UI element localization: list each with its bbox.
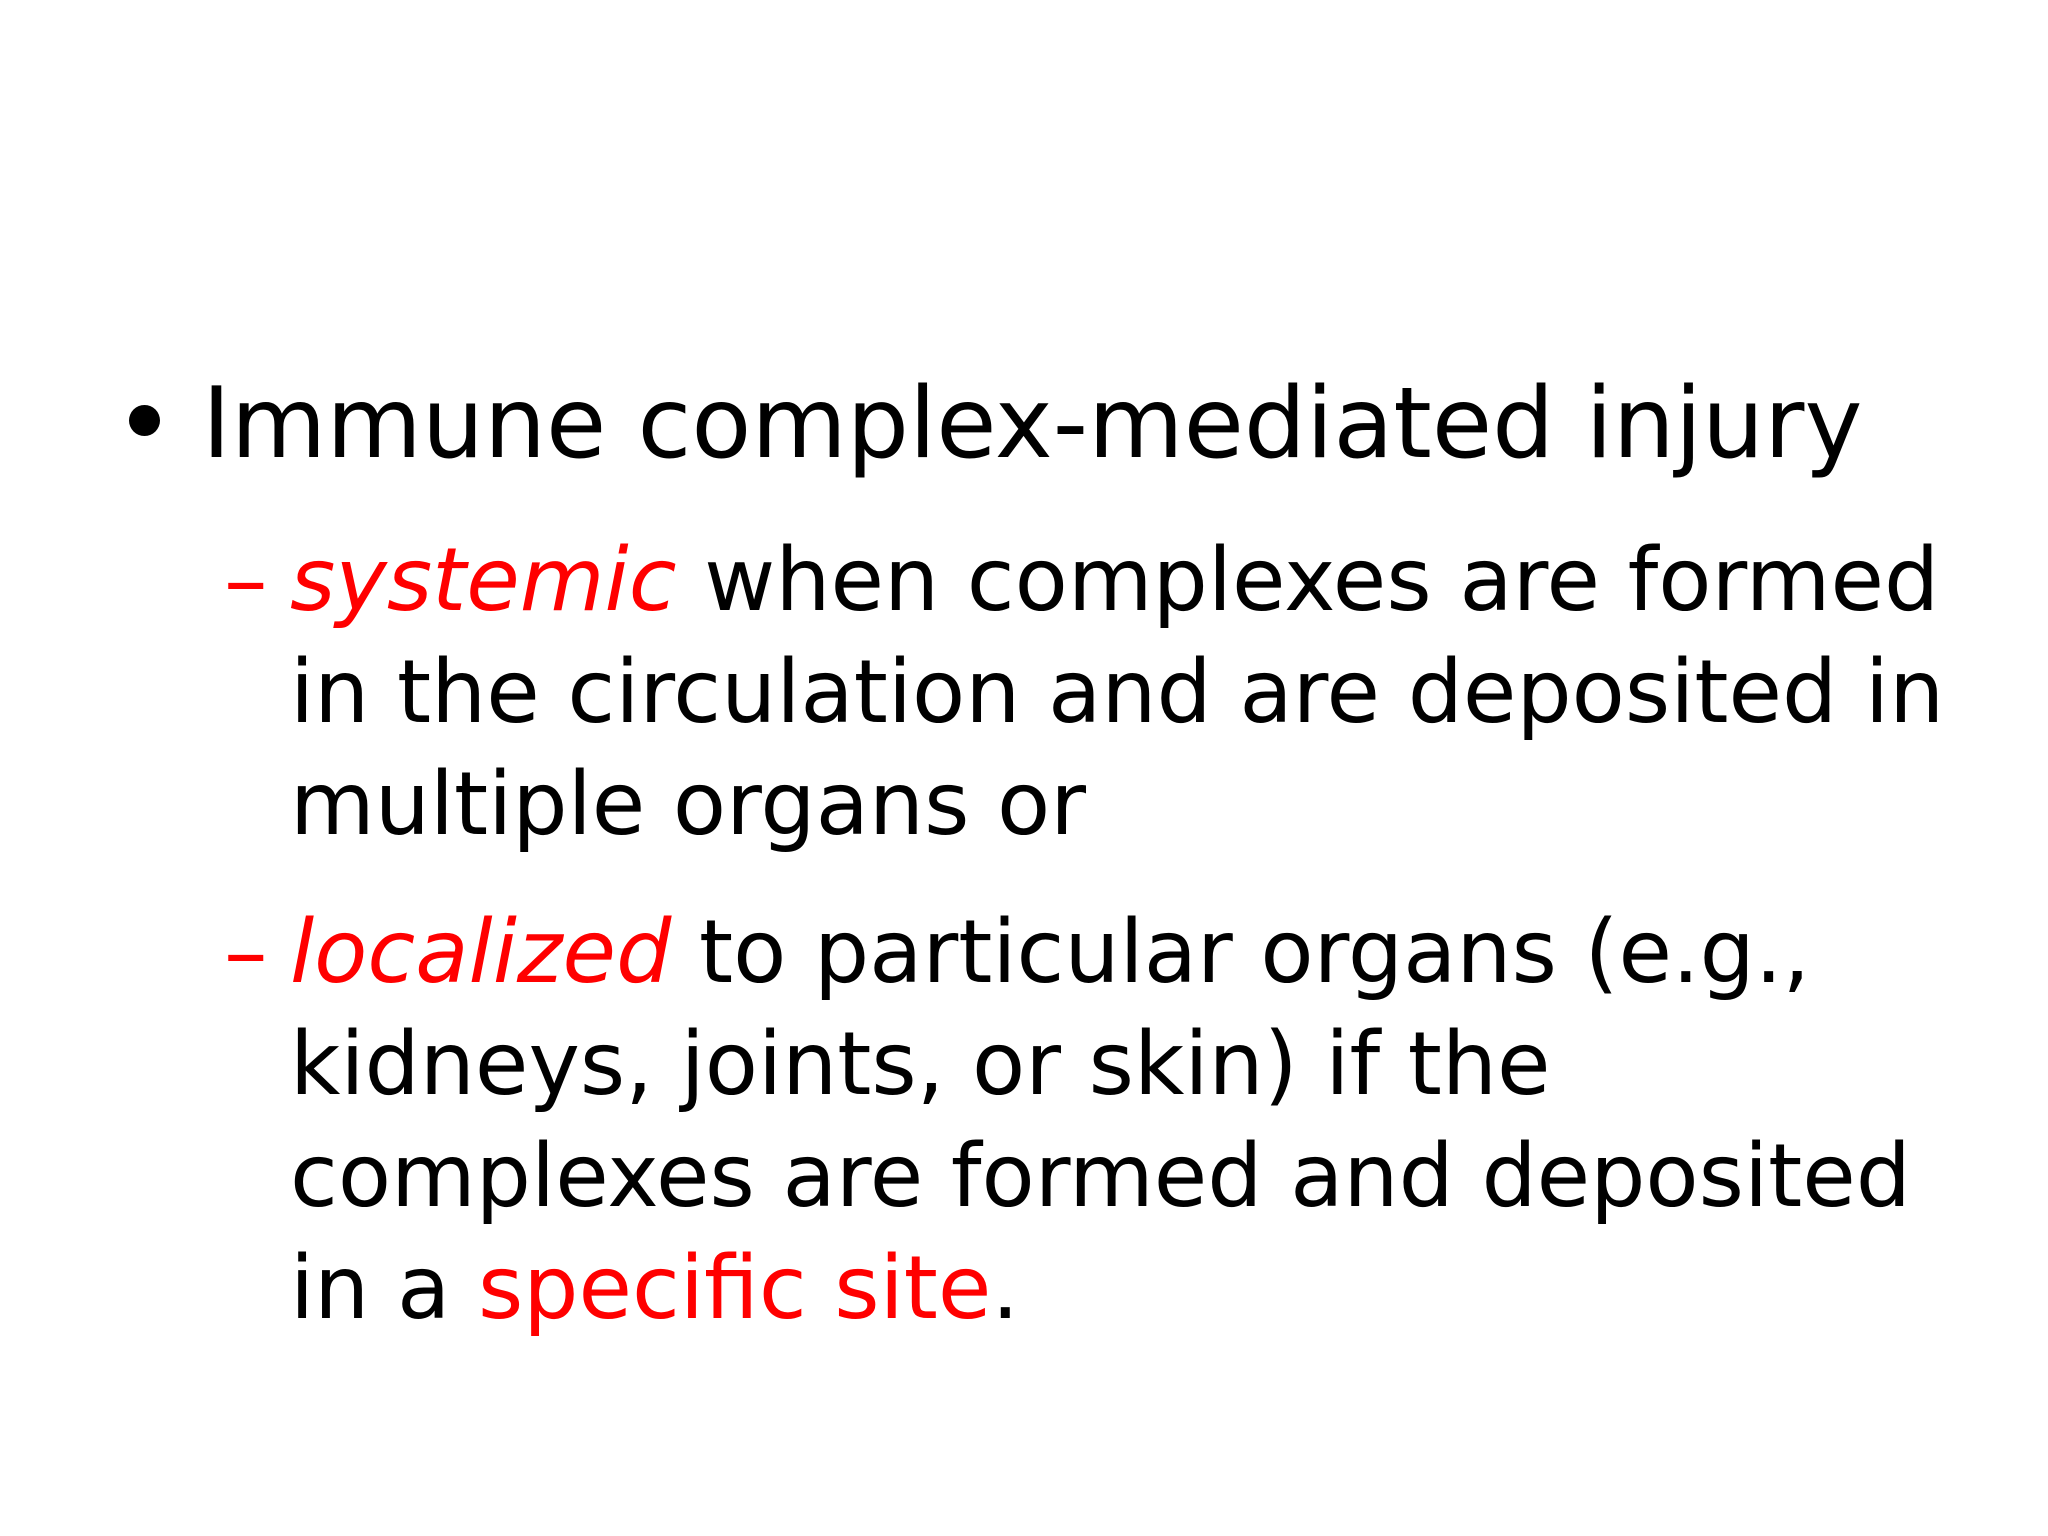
bullet-heading [202, 367, 1863, 481]
bullet-heading-text: Immune complex-mediated injury [202, 367, 1863, 481]
term-specific-site: specific site [477, 1237, 992, 1339]
systemic-line-2-text: in the circulation and are deposited in [290, 641, 1945, 743]
localized-line-4-end: . [991, 1237, 1020, 1339]
term-systemic: systemic [290, 529, 677, 631]
localized-line-1-rest: to particular organs (e.g., [671, 901, 1811, 1003]
localized-line-4-start: in a [290, 1237, 478, 1339]
sub-bullet-dash-localized: – [224, 901, 268, 1003]
systemic-line-1-rest: when complexes are formed [676, 529, 1940, 631]
sub-bullet-systemic-line-1 [290, 529, 1940, 631]
sub-bullet-localized-line-3 [290, 1125, 1912, 1227]
term-localized: localized [290, 901, 672, 1003]
systemic-line-3-text: multiple organs or [290, 753, 1087, 855]
sub-bullet-systemic-line-2 [290, 641, 1945, 743]
sub-bullet-dash-systemic: – [224, 529, 268, 631]
sub-bullet-localized-line-2 [290, 1013, 1551, 1115]
localized-line-3-text: complexes are formed and deposited [290, 1125, 1912, 1227]
sub-bullet-systemic-line-3 [290, 753, 1087, 855]
bullet-marker [129, 405, 160, 436]
localized-line-2-text: kidneys, joints, or skin) if the [290, 1013, 1551, 1115]
sub-bullet-localized-line-4 [290, 1237, 1020, 1339]
sub-bullet-localized-line-1 [290, 901, 1811, 1003]
